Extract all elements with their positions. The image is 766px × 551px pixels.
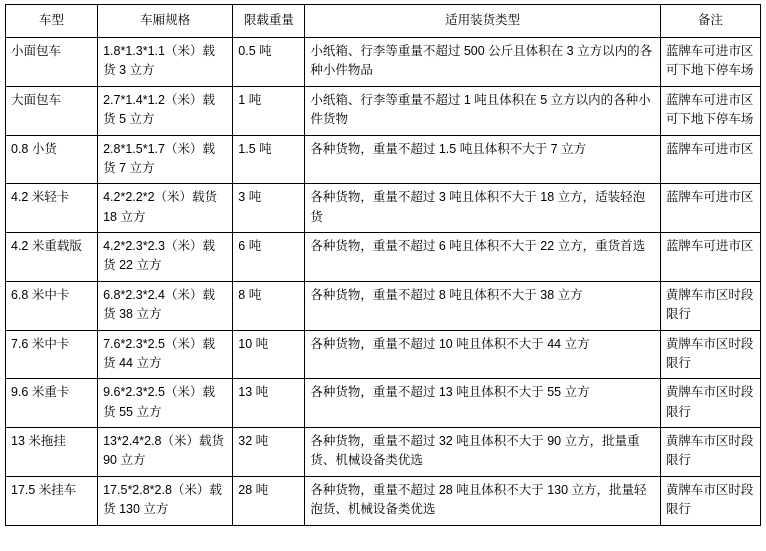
cell-cargo-type: 各种货物，重量不超过 28 吨且体积不大于 130 立方，批量轻泡货、机械设备类优选 [305, 476, 660, 525]
cell-cargo-type: 小纸箱、行李等重量不超过 500 公斤且体积在 3 立方以内的各种小件物品 [305, 38, 660, 87]
cell-remark: 蓝牌车可进市区 [660, 184, 760, 233]
cell-load-limit: 32 吨 [233, 428, 305, 477]
table-row [6, 330, 761, 379]
cell-cargo-spec: 7.6*2.3*2.5（米）载货 44 立方 [98, 330, 233, 379]
cell-cargo-spec: 13*2.4*2.8（米）载货 90 立方 [98, 428, 233, 477]
vehicle-spec-table [5, 4, 761, 526]
cell-vehicle-type: 4.2 米轻卡 [6, 184, 98, 233]
cell-vehicle-type: 13 米拖挂 [6, 428, 98, 477]
table-row [6, 184, 761, 233]
cell-vehicle-type: 9.6 米重卡 [6, 379, 98, 428]
cell-cargo-spec: 4.2*2.3*2.3（米）载货 22 立方 [98, 233, 233, 282]
table-header [6, 5, 761, 38]
cell-remark: 蓝牌车可进市区 [660, 135, 760, 184]
table-row [6, 379, 761, 428]
cell-load-limit: 13 吨 [233, 379, 305, 428]
cell-cargo-type: 各种货物，重量不超过 3 吨且体积不大于 18 立方，适装轻泡货 [305, 184, 660, 233]
cell-cargo-spec: 1.8*1.3*1.1（米）载货 3 立方 [98, 38, 233, 87]
cell-vehicle-type: 4.2 米重载版 [6, 233, 98, 282]
column-header-vehicle-type: 车型 [6, 5, 98, 38]
cell-vehicle-type: 0.8 小货 [6, 135, 98, 184]
cell-cargo-type: 各种货物，重量不超过 1.5 吨且体积不大于 7 立方 [305, 135, 660, 184]
cell-remark: 黄牌车市区时段限行 [660, 379, 760, 428]
column-header-remark: 备注 [660, 5, 760, 38]
cell-vehicle-type: 小面包车 [6, 38, 98, 87]
cell-cargo-type: 各种货物，重量不超过 6 吨且体积不大于 22 立方，重货首选 [305, 233, 660, 282]
cell-vehicle-type: 6.8 米中卡 [6, 281, 98, 330]
cell-cargo-spec: 2.8*1.5*1.7（米）载货 7 立方 [98, 135, 233, 184]
table-row [6, 38, 761, 87]
cell-load-limit: 3 吨 [233, 184, 305, 233]
table-row [6, 86, 761, 135]
cell-cargo-spec: 6.8*2.3*2.4（米）载货 38 立方 [98, 281, 233, 330]
cell-cargo-type: 各种货物，重量不超过 32 吨且体积不大于 90 立方，批量重货、机械设备类优选 [305, 428, 660, 477]
table-row [6, 476, 761, 525]
cell-cargo-type: 各种货物，重量不超过 10 吨且体积不大于 44 立方 [305, 330, 660, 379]
cell-load-limit: 1.5 吨 [233, 135, 305, 184]
cell-vehicle-type: 17.5 米挂车 [6, 476, 98, 525]
cell-cargo-type: 各种货物，重量不超过 8 吨且体积不大于 38 立方 [305, 281, 660, 330]
cell-remark: 黄牌车市区时段限行 [660, 330, 760, 379]
column-header-cargo-type: 适用装货类型 [305, 5, 660, 38]
cell-remark: 黄牌车市区时段限行 [660, 476, 760, 525]
cell-cargo-spec: 4.2*2.2*2（米）载货 18 立方 [98, 184, 233, 233]
cell-load-limit: 0.5 吨 [233, 38, 305, 87]
table-header-row [6, 5, 761, 38]
cell-cargo-spec: 2.7*1.4*1.2（米）载货 5 立方 [98, 86, 233, 135]
column-header-cargo-spec: 车厢规格 [98, 5, 233, 38]
cell-load-limit: 10 吨 [233, 330, 305, 379]
cell-cargo-type: 各种货物，重量不超过 13 吨且体积不大于 55 立方 [305, 379, 660, 428]
cell-remark: 蓝牌车可进市区 可下地下停车场 [660, 86, 760, 135]
cell-remark: 黄牌车市区时段限行 [660, 428, 760, 477]
table-row [6, 428, 761, 477]
cell-cargo-type: 小纸箱、行李等重量不超过 1 吨且体积在 5 立方以内的各种小件货物 [305, 86, 660, 135]
cell-cargo-spec: 17.5*2.8*2.8（米）载货 130 立方 [98, 476, 233, 525]
cell-remark: 蓝牌车可进市区 可下地下停车场 [660, 38, 760, 87]
table-row [6, 233, 761, 282]
cell-remark: 蓝牌车可进市区 [660, 233, 760, 282]
cell-remark: 黄牌车市区时段限行 [660, 281, 760, 330]
cell-load-limit: 28 吨 [233, 476, 305, 525]
table-row [6, 135, 761, 184]
cell-vehicle-type: 7.6 米中卡 [6, 330, 98, 379]
cell-load-limit: 1 吨 [233, 86, 305, 135]
cell-load-limit: 8 吨 [233, 281, 305, 330]
table-row [6, 281, 761, 330]
table-body [6, 38, 761, 526]
cell-load-limit: 6 吨 [233, 233, 305, 282]
cell-cargo-spec: 9.6*2.3*2.5（米）载货 55 立方 [98, 379, 233, 428]
cell-vehicle-type: 大面包车 [6, 86, 98, 135]
column-header-load-limit: 限载重量 [233, 5, 305, 38]
